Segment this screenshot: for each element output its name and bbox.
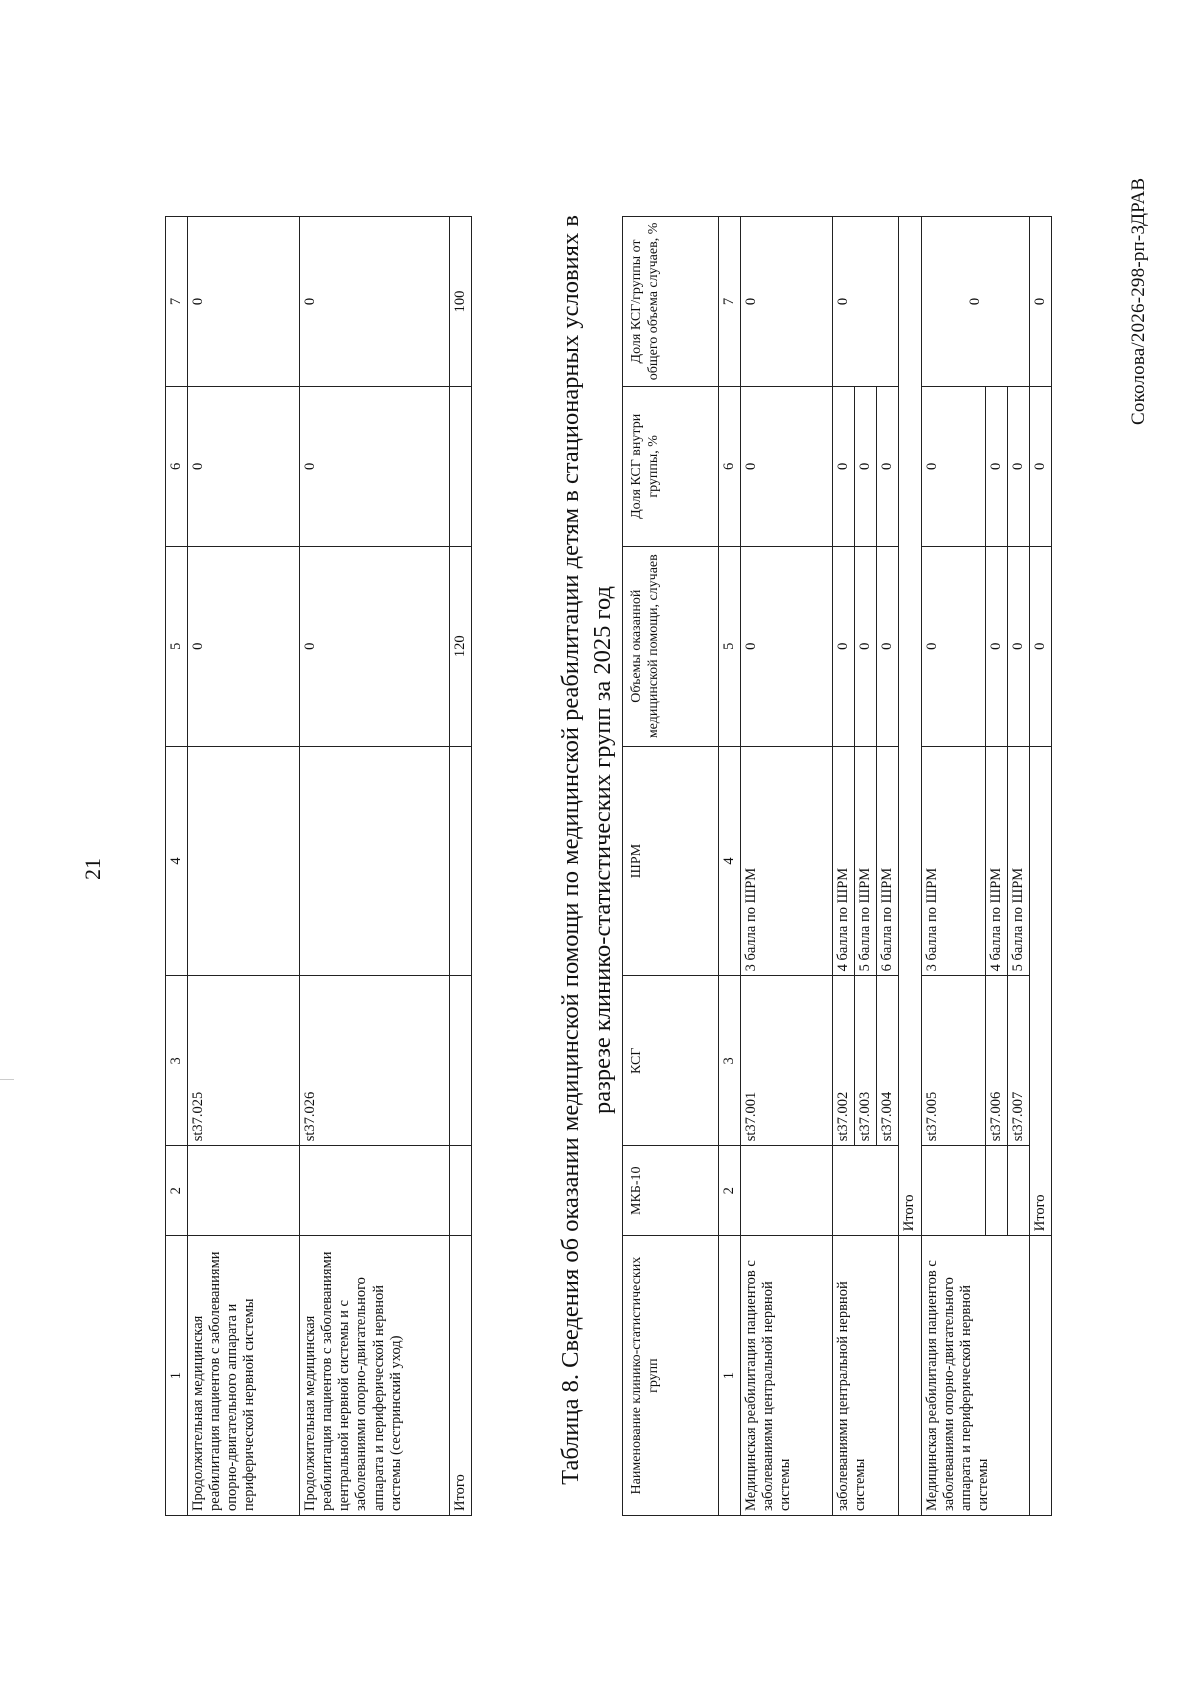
- share-total-cell: 0: [833, 217, 899, 387]
- header-mkb: МКБ-10: [623, 1146, 719, 1236]
- table-subtotal-row: [1029, 217, 1051, 1516]
- group-name-continued: заболеваниями центральной нервной системы: [833, 1236, 899, 1516]
- shrm-cell: [188, 746, 300, 976]
- volume-cell: 0: [855, 546, 877, 746]
- volume-cell: 0: [833, 546, 855, 746]
- ksg-code: st37.003: [855, 976, 877, 1146]
- subtotal-label: Итого: [899, 217, 921, 1236]
- volume-cell: 0: [921, 546, 985, 746]
- table-row: [300, 217, 450, 1516]
- col-number-6: 6: [166, 386, 188, 546]
- col-number-7: 7: [719, 217, 741, 387]
- col-number-4: 4: [166, 746, 188, 976]
- share-total-cell: 0: [300, 217, 450, 387]
- group-name: Медицинская реабилитация пациентов с заболеваниями опорно-двигательного аппарата и периферической нервной системы: [921, 1236, 1029, 1516]
- column-number-row: [719, 217, 741, 1516]
- volume-cell: 0: [1007, 546, 1029, 746]
- volume-cell: 0: [877, 546, 899, 746]
- header-ksg: КСГ: [623, 976, 719, 1146]
- table-row: [188, 217, 300, 1516]
- shrm-cell: 4 балла по ШРМ: [985, 746, 1007, 976]
- group-name: Продолжительная медицинская реабилитация пациентов с заболеваниями центральной нервной системы и с заболеваниями опорно-двигательного аппарата и периферической нервной системы (сестринский уход): [300, 1236, 450, 1516]
- shrm-cell: 5 балла по ШРМ: [855, 746, 877, 976]
- ksg-code: st37.002: [833, 976, 855, 1146]
- total-label: Итого: [450, 1236, 472, 1516]
- volume-cell: 0: [188, 546, 300, 746]
- shrm-cell: 3 балла по ШРМ: [921, 746, 985, 976]
- ksg-code: st37.007: [1007, 976, 1029, 1146]
- ksg-code: st37.026: [300, 976, 450, 1146]
- share-group-cell: 0: [855, 386, 877, 546]
- table-row: [833, 217, 855, 1516]
- subtotal-share-group: 0: [1029, 386, 1051, 546]
- page-number: 21: [80, 858, 105, 880]
- header-share-total: Доля КСГ/группы от общего объема случаев, %: [623, 217, 719, 387]
- share-group-cell: 0: [741, 386, 833, 546]
- group-name: Продолжительная медицинская реабилитация пациентов с заболеваниями опорно-двигательного аппарата и периферической нервной системы: [188, 1236, 300, 1516]
- header-volume: Объемы оказанной медицинской помощи, случаев: [623, 546, 719, 746]
- col-number-2: 2: [719, 1146, 741, 1236]
- ksg-code: st37.006: [985, 976, 1007, 1146]
- table-7-continuation: [165, 216, 472, 1516]
- shrm-cell: [300, 746, 450, 976]
- share-group-cell: 0: [877, 386, 899, 546]
- share-total-cell: 0: [188, 217, 300, 387]
- col-number-5: 5: [719, 546, 741, 746]
- col-number-1: 1: [166, 1236, 188, 1516]
- share-total-cell: 0: [921, 217, 1029, 387]
- document-footer: Соколова/2026-298-рп-ЗДРАВ: [1128, 177, 1149, 425]
- share-group-cell: 0: [188, 386, 300, 546]
- subtotal-label: Итого: [1029, 746, 1051, 1236]
- share-group-cell: 0: [833, 386, 855, 546]
- col-number-5: 5: [166, 546, 188, 746]
- share-group-cell: 0: [1007, 386, 1029, 546]
- volume-cell: 0: [985, 546, 1007, 746]
- ksg-code: st37.004: [877, 976, 899, 1146]
- ksg-code: st37.001: [741, 976, 833, 1146]
- subtotal-volume: 0: [1029, 546, 1051, 746]
- mkb-cell: [300, 1146, 450, 1236]
- shrm-cell: 6 балла по ШРМ: [877, 746, 899, 976]
- shrm-cell: 4 балла по ШРМ: [833, 746, 855, 976]
- header-shrm: ШРМ: [623, 746, 719, 976]
- table-row: [921, 217, 985, 1516]
- share-total-cell: 0: [741, 217, 833, 387]
- subtotal-share-total: 0: [1029, 217, 1051, 387]
- share-group-cell: 0: [300, 386, 450, 546]
- ksg-code: st37.025: [188, 976, 300, 1146]
- share-group-cell: 0: [985, 386, 1007, 546]
- table-8: [622, 216, 1052, 1516]
- col-number-1: 1: [719, 1236, 741, 1516]
- volume-cell: 0: [741, 546, 833, 746]
- header-share-group: Доля КСГ внутри группы, %: [623, 386, 719, 546]
- table-header-row: [623, 217, 719, 1516]
- total-volume: 120: [450, 546, 472, 746]
- col-number-3: 3: [166, 976, 188, 1146]
- mkb-cell: [188, 1146, 300, 1236]
- share-group-cell: 0: [921, 386, 985, 546]
- shrm-cell: 3 балла по ШРМ: [741, 746, 833, 976]
- table-row: [741, 217, 833, 1516]
- col-number-6: 6: [719, 386, 741, 546]
- col-number-2: 2: [166, 1146, 188, 1236]
- ksg-code: st37.005: [921, 976, 985, 1146]
- header-group-name: Наименование клинико-статистических групп: [623, 1236, 719, 1516]
- table-subtotal-row: [899, 217, 921, 1516]
- table-8-title: Таблица 8. Сведения об оказании медицинской помощи по медицинской реабилитации детям в стационарных условиях в разрезе клинико-статистических групп за 2025 год: [557, 215, 616, 1485]
- col-number-7: 7: [166, 217, 188, 387]
- col-number-4: 4: [719, 746, 741, 976]
- table-total-row: [450, 217, 472, 1516]
- total-share: 100: [450, 217, 472, 387]
- group-name: Медицинская реабилитация пациентов с заболеваниями центральной нервной системы: [741, 1236, 833, 1516]
- volume-cell: 0: [300, 546, 450, 746]
- col-number-3: 3: [719, 976, 741, 1146]
- scan-mark: [0, 1079, 14, 1080]
- table-header-row: [166, 217, 188, 1516]
- shrm-cell: 5 балла по ШРМ: [1007, 746, 1029, 976]
